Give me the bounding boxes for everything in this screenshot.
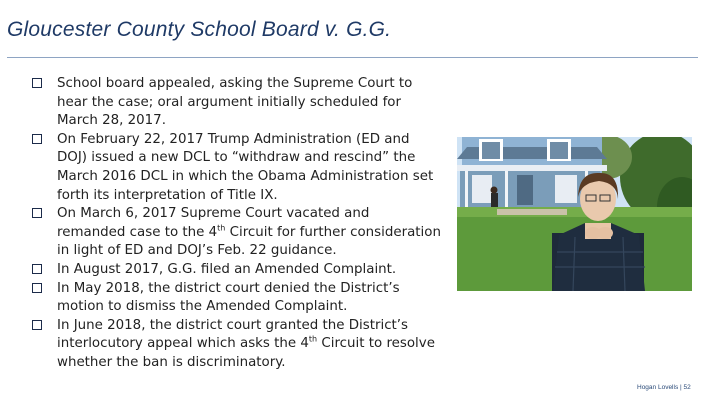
checkbox-bullet-icon (32, 320, 42, 330)
bullet-item (32, 317, 442, 373)
bullet-item (32, 131, 442, 205)
footer (637, 384, 691, 391)
bullet-text-end: Circuit to resolve whether the ban is discriminatory. (57, 336, 435, 370)
checkbox-bullet-icon (32, 134, 42, 144)
bullet-item (32, 75, 442, 131)
footer-separator: | (680, 384, 682, 391)
footer-brand: Hogan Lovells (637, 384, 679, 391)
bullet-item (32, 280, 442, 317)
bullet-text-start: In June 2018, the district court granted the District’s interlocutory appeal which asks the 4 (57, 317, 409, 352)
ordinal-suffix: th (308, 334, 318, 344)
bullet-text: In August 2017, G.G. filed an Amended Complaint. (57, 261, 397, 277)
bullet-item (32, 205, 442, 261)
page-number: 52 (683, 384, 691, 391)
bullet-text: On February 22, 2017 Trump Administration (ED and DOJ) issued a new DCL to “withdraw and rescind” the March 2016 DCL in which the Obama Administration set forth its interpretation of Title IX. (57, 131, 434, 203)
title-divider (7, 57, 698, 58)
bullet-item (32, 261, 442, 280)
bullet-text-start: On March 6, 2017 Supreme Court vacated and remanded case to the 4 (57, 206, 370, 240)
checkbox-bullet-icon (32, 283, 42, 293)
bullet-text-end: Circuit for further consideration in light of ED and DOJ’s Feb. 22 guidance. (57, 224, 441, 259)
ordinal-suffix: th (217, 223, 226, 233)
bullet-text: School board appealed, asking the Supreme Court to hear the case; oral argument initially scheduled for March 28, 2017. (57, 76, 413, 129)
checkbox-bullet-icon (32, 78, 42, 88)
bullet-text: In May 2018, the district court denied the District’s motion to dismiss the Amended Complaint. (57, 280, 400, 315)
checkbox-bullet-icon (32, 264, 42, 274)
case-photo (457, 137, 692, 291)
bullet-list (32, 75, 442, 373)
slide-title: Gloucester County School Board v. G.G. (7, 18, 392, 41)
checkbox-bullet-icon (32, 208, 42, 218)
